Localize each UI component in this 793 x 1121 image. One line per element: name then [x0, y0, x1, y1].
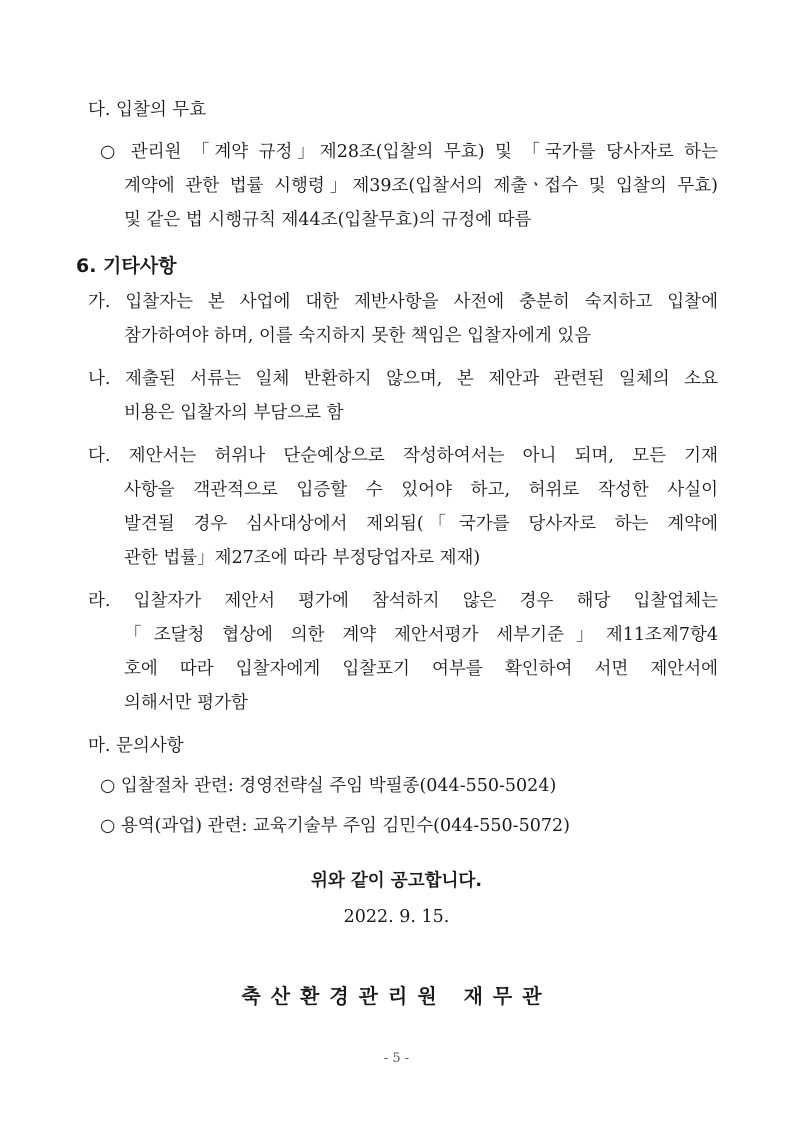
item-da-line-1: 다. 제안서는 허위나 단순예상으로 작성하여서는 아니 되며, 모든 기재: [88, 446, 718, 466]
item-da-line-2: 사항을 객관적으로 입증할 수 있어야 하고, 허위로 작성한 사실이: [124, 480, 718, 500]
item-ra-line-2: 「조달청 협상에 의한 계약 제안서평가 세부기준」제11조제7항4: [124, 625, 718, 645]
notice-statement: 위와 같이 공고합니다.: [311, 871, 482, 891]
item-ra-line-4: 의해서만 평가함: [124, 693, 248, 713]
notice-date: 2022. 9. 15.: [343, 907, 450, 927]
item-ra-line-3: 호에 따라 입찰자에게 입찰포기 여부를 확인하여 서면 제안서에: [124, 659, 718, 679]
item-da-line-4: 관한 법률」제27조에 따라 부정당업자로 제재): [124, 548, 481, 568]
item-ga-line-2: 참가하여야 하며, 이를 숙지하지 못한 책임은 입찰자에게 있음: [124, 326, 592, 346]
item-ga-line-1: 가. 입찰자는 본 사업에 대한 제반사항을 사전에 충분히 숙지하고 입찰에: [88, 292, 718, 312]
section-da-line-2: 계약에 관한 법률 시행령」제39조(입찰서의 제출ㆍ접수 및 입찰의 무효): [124, 176, 718, 196]
page-number: - 5 -: [383, 1051, 410, 1066]
section-6-title: 6. 기타사항: [76, 255, 177, 277]
contact-procedure: ○ 입찰절차 관련: 경영전략실 주임 박필종(044-550-5024): [100, 776, 557, 796]
contact-task: ○ 용역(과업) 관련: 교육기술부 주임 김민수(044-550-5072): [100, 816, 570, 836]
issuer-title: 축산환경관리원 재무관: [241, 984, 552, 1008]
section-da-heading: 다. 입찰의 무효: [88, 100, 207, 120]
item-na-line-1: 나. 제출된 서류는 일체 반환하지 않으며, 본 제안과 관련된 일체의 소요: [88, 369, 718, 389]
section-da-line-1: ○ 관리원 「계약 규정」제28조(입찰의 무효) 및 「국가를 당사자로 하는: [100, 142, 718, 162]
item-ma-heading: 마. 문의사항: [88, 736, 184, 756]
item-ra-line-1: 라. 입찰자가 제안서 평가에 참석하지 않은 경우 해당 입찰업체는: [88, 591, 718, 611]
item-da-line-3: 발견될 경우 심사대상에서 제외됨(「국가를 당사자로 하는 계약에: [124, 514, 718, 534]
section-da-line-3: 및 같은 법 시행규칙 제44조(입찰무효)의 규정에 따름: [124, 210, 532, 230]
item-na-line-2: 비용은 입찰자의 부담으로 함: [124, 403, 344, 423]
